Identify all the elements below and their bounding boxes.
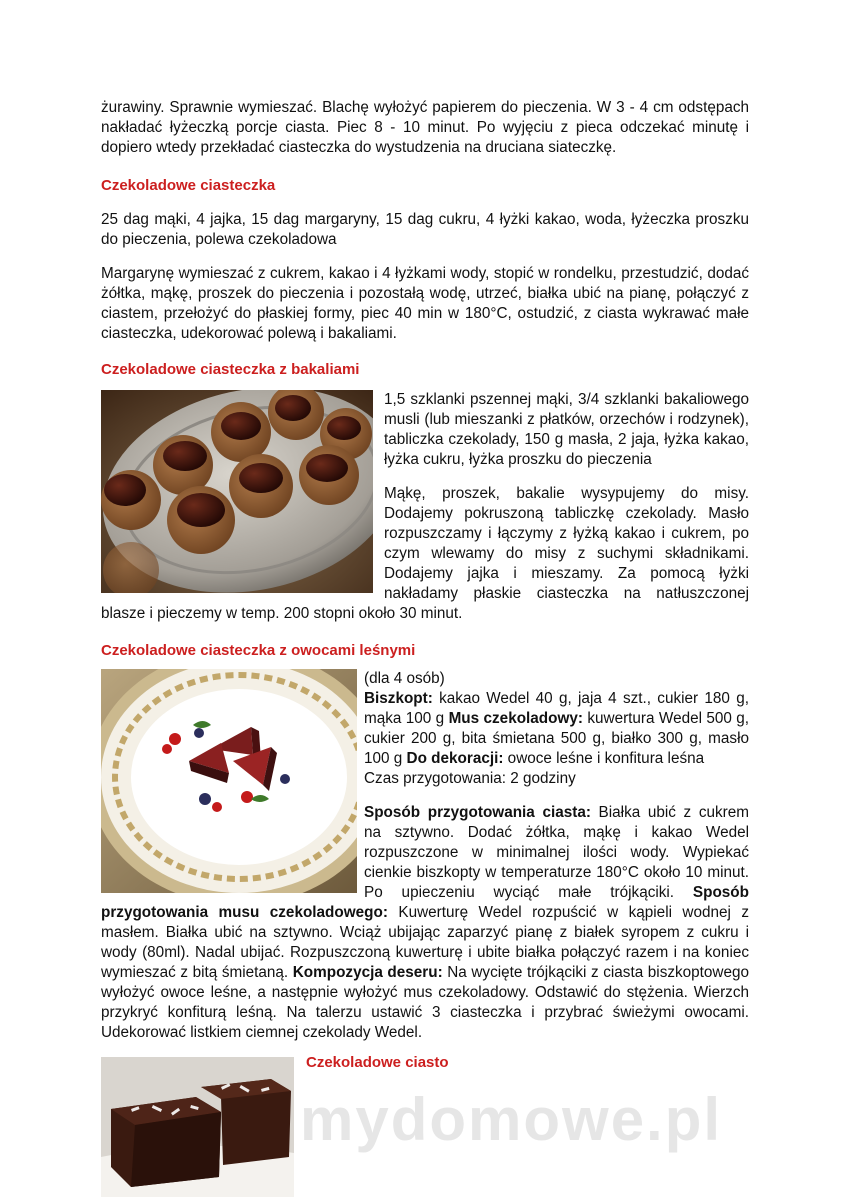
- dessert-photo: [101, 669, 357, 893]
- text-dekoracja: owoce leśne i konfitura leśna: [503, 750, 705, 767]
- recipe-title-owoce-lesne: Czekoladowe ciasteczka z owocami leśnymi: [101, 642, 416, 659]
- text-mus: kuwertura Wedel 500 g, cukier 200 g, bita śmietana 500 g, białko 300 g, masło 100 g: [364, 710, 750, 767]
- recipe1-method: Margarynę wymieszać z cukrem, kakao i 4 łyżkami wody, stopić w rondelku, przestudzić, dodać żółtka, mąkę, proszek do pieczenia i pozostałą wodę, utrzeć, białka ubić na pianę, połączyć z ciastem, przełożyć do płaskiej formy, piec 40 min w 180°C, ostudzić, z ciasta wykrawać małe ciasteczka, udekorować polewą i bakaliami.: [101, 265, 749, 342]
- label-dekoracja: Do dekoracji:: [406, 750, 504, 767]
- cookies-photo-image: [101, 390, 373, 593]
- intro-paragraph: żurawiny. Sprawnie wymieszać. Blachę wyłożyć papierem do pieczenia. W 3 - 4 cm odstępach nakładać łyżeczką porcje ciasta. Piec 8 - 10 minut. Po wyjęciu z pieca odczekać minutę i dopiero wtedy przekładać ciasteczka do wystudzenia na druciana siateczkę.: [101, 99, 749, 156]
- text-ciasto: Białka ubić z cukrem na sztywno. Dodać żółtka, mąkę i kakao Wedel rozpuszczone w minimalnej ilości wody. Wypiekać cienkie biszkopty w temperaturze 180°C około 10 minut. Po upieczeniu wyciąć małe trójkąciki.: [364, 804, 749, 901]
- document-page: [101, 98, 749, 1197]
- cake-photo: [101, 1057, 294, 1197]
- cake-photo-image: [101, 1057, 294, 1197]
- recipe-title-bakalie: Czekoladowe ciasteczka z bakaliami: [101, 361, 360, 378]
- cookies-photo: [101, 390, 373, 593]
- recipe-title-czekoladowe-ciasto: Czekoladowe ciasto: [306, 1054, 449, 1071]
- recipe-title-czekoladowe-ciasteczka: Czekoladowe ciasteczka: [101, 177, 276, 194]
- label-kompozycja: Kompozycja deseru:: [292, 964, 443, 981]
- recipe3-prep-time: Czas przygotowania: 2 godziny: [364, 770, 576, 787]
- recipe3-servings: (dla 4 osób): [364, 670, 445, 687]
- text-kompozycja: Na wycięte trójkąciki z ciasta biszkoptowego wyłożyć owoce leśne, a następnie wyłożyć mus czekoladowy. Odstawić do stężenia. Wierzch przykryć konfiturą leśną. Na talerzu ustawić 3 ciasteczka i przybrać świeżymi owocami. Udekorować listkiem ciemnej czekolady Wedel.: [101, 964, 749, 1041]
- text-musu: Kuwerturę Wedel rozpuścić w kąpieli wodnej z masłem. Białka ubić na sztywno. Wciąż ubijając zaparzyć pianę z białek syropem z cukru i wody (80ml). Nadal ubijać. Rozpuszczoną kuwerturę i ubite białka połączyć razem i na koniec wymieszać z bitą śmietaną.: [101, 904, 750, 981]
- recipe2-method: Mąkę, proszek, bakalie wysypujemy do misy. Dodajemy pokruszoną tabliczkę czekolady. Masło rozpuszczamy i łączymy z łyżką kakao i cukrem, po czym wlewamy do misy z suchymi składnikami. Dodajemy jajka i mieszamy. Za pomocą łyżki nakładamy płaskie ciasteczka na natłuszczonej blasze i pieczemy w temp. 200 stopni około 30 minut.: [101, 485, 749, 622]
- text-biszkopt: kakao Wedel 40 g, jaja 4 szt., cukier 180 g, mąka 100 g: [364, 690, 749, 727]
- watermark: mydomowe.pl: [300, 1086, 723, 1153]
- label-musu: Sposób przygotowania musu czekoladowego:: [101, 884, 749, 921]
- label-ciasto: Sposób przygotowania ciasta:: [364, 804, 591, 821]
- label-mus: Mus czekoladowy:: [448, 710, 583, 727]
- recipe2-ingredients: 1,5 szklanki pszennej mąki, 3/4 szklanki bakaliowego musli (lub mieszanki z płatków, orzechów i rodzynek), tabliczka czekolady, 150 g masła, 2 jaja, łyżka kakao, łyżka cukru, łyżka proszku do pieczenia: [384, 391, 749, 468]
- recipe1-ingredients: 25 dag mąki, 4 jajka, 15 dag margaryny, 15 dag cukru, 4 łyżki kakao, woda, łyżeczka proszku do pieczenia, polewa czekoladowa: [101, 211, 749, 248]
- dessert-photo-image: [101, 669, 357, 893]
- label-biszkopt: Biszkopt:: [364, 690, 433, 707]
